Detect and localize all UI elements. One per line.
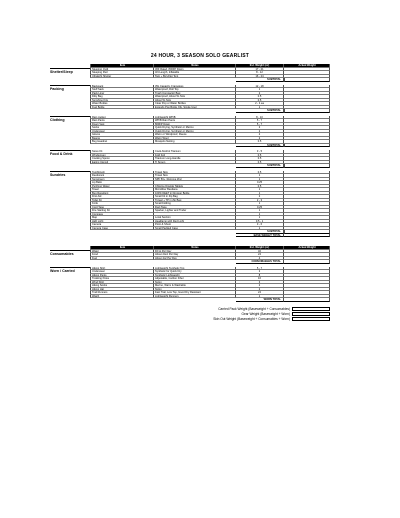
cell-est: 4 [236, 257, 284, 261]
cell-notes: Mosquito Netting [154, 140, 236, 144]
cell-notes: Extends Pop Bottle (Ok, Single Use) [154, 106, 236, 110]
cell-item: Rain Pants [90, 119, 154, 123]
cell-notes [154, 164, 236, 168]
cell-est: 32 [236, 250, 284, 254]
cell-item: Knife [90, 202, 154, 206]
cell-item: Trekking Poles [90, 277, 154, 281]
cell-notes: SPF 50+, Remove Zinc [154, 178, 236, 182]
cell-notes [154, 78, 236, 82]
cell-item: Down Vest [90, 123, 154, 127]
category-label: Worn / Carried [50, 267, 90, 273]
cell-est: 5 - 7 [236, 267, 284, 271]
cell-item: LED Light [90, 220, 154, 224]
cell-est: 0.5 - 1 [236, 220, 284, 224]
cell-notes [154, 298, 236, 302]
cell-notes: Fill to Per Day [154, 250, 236, 254]
cell-item [90, 78, 154, 82]
cell-est: 5 - 7 [236, 123, 284, 127]
cell-est: 1 [236, 213, 284, 217]
cell-notes: Lightweight WP/B [154, 116, 236, 120]
cell-notes [154, 144, 236, 148]
cell-est: 3 - 6 [236, 223, 284, 227]
cell-est: SUBTOTAL [236, 144, 284, 148]
cell-est: 0.5 [236, 95, 284, 99]
cell-est: 0.5 [236, 185, 284, 189]
cell-item [90, 109, 154, 113]
cell-item: Ultralight Shelter [90, 75, 154, 79]
cell-item [90, 260, 154, 264]
cell-item: Towel [90, 188, 154, 192]
cell-item: Deodorant [90, 174, 154, 178]
summary-label: Gear Weight (Baseweight + Worn) [241, 311, 290, 316]
page-title: 24 HOUR, 3 SEASON SOLO GEARLIST [150, 53, 250, 59]
cell-notes: 800FP Down [154, 123, 236, 127]
summary-value-box [292, 312, 330, 317]
cell-est: 0.5 [236, 140, 284, 144]
cell-item: Sunshine Kits [90, 99, 154, 103]
category-label: Consumables [50, 250, 90, 256]
category-label: Sundries [50, 171, 90, 177]
cell-est: 0.25 [236, 206, 284, 210]
cell-notes: Fast Trail, Low Top, Good Dry Resistant [154, 291, 236, 295]
cell-est: 1 [236, 174, 284, 178]
cell-est: 1 [236, 295, 284, 299]
cell-notes: 35L Capacity, Frameless [154, 85, 236, 89]
cell-notes: 100% DEET in Dropper Bottle [154, 192, 236, 196]
cell-est: 17 - 21 [236, 68, 284, 72]
cell-item: Bug Headnet [90, 140, 154, 144]
cell-notes: Nylon [154, 288, 236, 292]
cell-item: Fuel [90, 257, 154, 261]
cell-notes: Duct Tape [154, 206, 236, 210]
cell-est: 1 [236, 88, 284, 92]
cell-est: 2 [236, 137, 284, 141]
cell-notes: Waterproof, About 5L Size [154, 95, 236, 99]
cell-notes: Microfiber Bandana [154, 188, 236, 192]
cell-item: Trail Runners [90, 291, 154, 295]
cell-item: Camera Case [90, 227, 154, 231]
cell-notes: Lightweight Runners [154, 295, 236, 299]
cell-est: SUBTOTAL [236, 164, 284, 168]
cell-est: 1 [236, 178, 284, 182]
category-label: Packing [50, 85, 90, 91]
cell-act [284, 164, 330, 168]
cell-est: 24 [236, 253, 284, 257]
cell-est: 2 - 3 [236, 199, 284, 203]
cell-est: 1 [236, 209, 284, 213]
cell-notes: Travel Size [154, 171, 236, 175]
cell-notes: About 5L Size [154, 99, 236, 103]
cell-item: Gloves [90, 133, 154, 137]
cell-notes: About 24oz Per Day [154, 253, 236, 257]
cell-est: 8 - 10 [236, 116, 284, 120]
cell-est: 1 [236, 227, 284, 231]
cell-notes: Notes [154, 64, 236, 68]
cell-notes: Sparker, Lighter and Tinder [154, 209, 236, 213]
cell-est: 1 [236, 106, 284, 110]
cell-notes: Waterproof, Roll Top [154, 88, 236, 92]
cell-notes: Adjustable, Carbon Fiber [154, 277, 236, 281]
cell-est: 2 [236, 130, 284, 134]
cell-est: WORN TOTAL [236, 298, 284, 302]
summary-label: Skin Out Weight (Baseweight + Consumables + Worn) [213, 316, 290, 321]
cell-item: Lip Balm [90, 181, 154, 185]
cell-item: Watch [90, 295, 154, 299]
cell-est: 0.5 [236, 99, 284, 103]
cell-est: 0.5 [236, 161, 284, 165]
cell-act [284, 234, 330, 238]
cell-act: Actual Weight [284, 64, 330, 68]
cell-est: 1 [236, 202, 284, 206]
cell-notes: Headlamp with Red Light [154, 220, 236, 224]
cell-item: Wind Shirt [90, 281, 154, 285]
cell-notes [154, 260, 236, 264]
cell-item: Map [90, 216, 154, 220]
subtotal-row [90, 144, 330, 148]
cell-est: 1 [236, 188, 284, 192]
cell-item: First Aid [90, 195, 154, 199]
cell-item: Stuff Sack [90, 88, 154, 92]
cell-notes: Small Kit in Zip Bag [154, 195, 236, 199]
cell-item: Cooking Spoon [90, 157, 154, 161]
cell-notes: Synthetic Lightweight [154, 274, 236, 278]
cell-est: 3 [236, 281, 284, 285]
cell-item: Stove Kit [90, 150, 154, 154]
cell-est: 1 [236, 192, 284, 196]
cell-item: Toilet Kit [90, 199, 154, 203]
cell-notes: WP/B Rain Pants [154, 119, 236, 123]
subtotal-row [90, 78, 330, 82]
cell-act [284, 144, 330, 148]
cell-act [284, 78, 330, 82]
cell-item: Water [90, 250, 154, 254]
cell-est: 12 - 18 [236, 85, 284, 89]
cell-notes: Small Folding [154, 202, 236, 206]
cell-item: Pack Liner [90, 92, 154, 96]
cell-est: 2 [236, 288, 284, 292]
cell-item: Food [90, 253, 154, 257]
cell-item [90, 234, 154, 238]
cell-notes: Quick Drying, Synthetic or Merino [154, 126, 236, 130]
cell-est: Est. Weight (oz) [236, 246, 284, 250]
cell-est: 0.5 [236, 154, 284, 158]
cell-notes: Warm Wool [154, 137, 236, 141]
cell-notes: 30F Rated, 800FP Down [154, 68, 236, 72]
cell-item: Hiking Pants [90, 274, 154, 278]
cell-est: 0.25 [236, 181, 284, 185]
cell-notes: Ti Spoon [154, 161, 236, 165]
cell-item: Socks [90, 126, 154, 130]
cell-item [90, 298, 154, 302]
summary-value-box [292, 307, 330, 312]
cell-notes: About 4oz Per Day [154, 257, 236, 261]
cell-item: Eating Utensil [90, 161, 154, 165]
cell-est: SUBTOTAL [236, 78, 284, 82]
cell-notes: Chlorine Dioxide Tablets [154, 185, 236, 189]
cell-notes: Point & Shoot [154, 223, 236, 227]
cell-item: Underwear [90, 130, 154, 134]
cell-act [284, 298, 330, 302]
cell-notes: Warm or Windproof, Fleece [154, 133, 236, 137]
cell-est: 0.5 [236, 157, 284, 161]
base-weight-total-row [90, 234, 330, 238]
cell-notes: Synthetic for Quick Dry [154, 270, 236, 274]
cell-est: 3 - 5 [236, 150, 284, 154]
cell-est: 2 [236, 126, 284, 130]
cell-notes: Nylon [154, 281, 236, 285]
cell-notes: Clear Pop or Water Bottles [154, 102, 236, 106]
cell-est: 16 [236, 277, 284, 281]
cell-notes: Notes [154, 246, 236, 250]
cell-item [90, 164, 154, 168]
cell-item: Item [90, 64, 154, 68]
cell-est: SUBTOTAL [236, 230, 284, 234]
worn-total-row [90, 298, 330, 302]
cell-est: CONSUMABLES TOTAL [236, 260, 284, 264]
cell-est: 2 [236, 133, 284, 137]
cell-est: 2 - 4 ea [236, 102, 284, 106]
consumables-total-row [90, 260, 330, 264]
summary-label: Carried Pack Weight (Baseweight + Consumables) [218, 306, 290, 311]
cell-notes: Tarp + Bivy/Net Tent [154, 75, 236, 79]
summary-line [150, 317, 330, 322]
cell-est: 8 - 12 [236, 71, 284, 75]
cell-notes: Titanium Long-Handle [154, 157, 236, 161]
cell-est: SUBTOTAL [236, 109, 284, 113]
cell-act [284, 260, 330, 264]
cell-item: Beanie [90, 137, 154, 141]
cell-notes [154, 109, 236, 113]
cell-item: Hiking Socks [90, 284, 154, 288]
cell-est: 1 [236, 216, 284, 220]
cell-est: BASE WEIGHT TOTAL [236, 234, 284, 238]
cell-item: Hiking Hat [90, 288, 154, 292]
cell-item: Ditty Bag [90, 95, 154, 99]
cell-item: Sleeping Pad [90, 71, 154, 75]
cell-item: Fuel Bottle [90, 106, 154, 110]
cell-item: Fire Starting Kit [90, 209, 154, 213]
cell-est: 2 [236, 270, 284, 274]
summary-value-box [292, 317, 330, 322]
cell-notes: Lightweight Synthetic Top [154, 267, 236, 271]
cell-item: Item [90, 246, 154, 250]
cell-item: Cord Tape [90, 206, 154, 210]
cell-act [284, 109, 330, 113]
cell-item: Camera [90, 223, 154, 227]
subtotal-row [90, 164, 330, 168]
subtotal-row [90, 109, 330, 113]
cell-item: Windscreen [90, 154, 154, 158]
category-label: Food & Drink [50, 150, 90, 156]
cell-est: Est. Weight (oz) [236, 64, 284, 68]
cell-notes: Quick Drying, Synthetic or Merino [154, 130, 236, 134]
cell-notes: Local Section [154, 216, 236, 220]
cell-item: Purifying Water [90, 185, 154, 189]
cell-notes: Trash Compactor Bag [154, 92, 236, 96]
cell-item: Rain Jacket [90, 116, 154, 120]
cell-item: Backpack [90, 85, 154, 89]
cell-item: Sunscreen [90, 178, 154, 182]
cell-notes: Merino, Warm & Washable [154, 284, 236, 288]
cell-est: 24 [236, 291, 284, 295]
cell-notes: Fold Foil [154, 154, 236, 158]
cell-act: Actual Weight [284, 246, 330, 250]
category-label: Clothing [50, 116, 90, 122]
cell-est: 0.5 [236, 171, 284, 175]
cell-item [90, 144, 154, 148]
cell-est: 2 [236, 284, 284, 288]
category-label: Shelter/Sleep [50, 68, 90, 74]
cell-item: Toothbrush [90, 171, 154, 175]
cell-item: Hiking Shirt [90, 267, 154, 271]
cell-notes: 3/4 Length, Inflatable [154, 71, 236, 75]
cell-notes: Small Padded Case [154, 227, 236, 231]
cell-notes: Trowel + TP in Zip Bag [154, 199, 236, 203]
cell-notes: Cook Alcohol Titanium [154, 150, 236, 154]
cell-est: 2 [236, 92, 284, 96]
cell-item: Underwear [90, 270, 154, 274]
cell-notes: Travel Size [154, 174, 236, 178]
cell-item: Bug Repellent [90, 192, 154, 196]
cell-item: Compass [90, 213, 154, 217]
cell-est: 5 - 7 [236, 119, 284, 123]
cell-item: Sleeping Quilt [90, 68, 154, 72]
cell-item: Water Bottles [90, 102, 154, 106]
cell-est: 8 [236, 274, 284, 278]
cell-notes [154, 234, 236, 238]
cell-est: 2 [236, 195, 284, 199]
cell-est: 16 - 24 [236, 75, 284, 79]
